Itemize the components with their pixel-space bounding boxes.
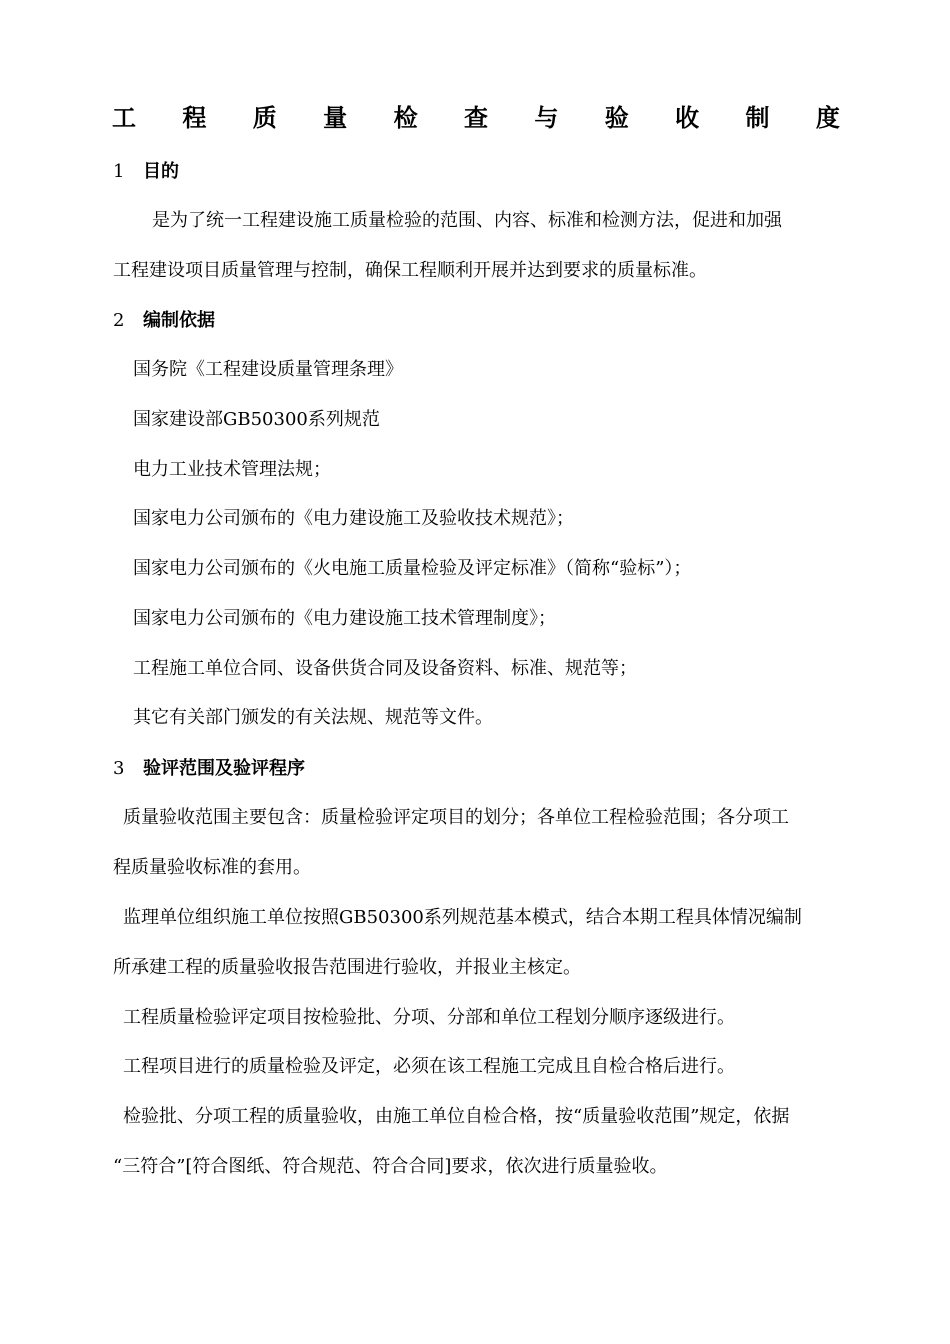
list-item: 国家电力公司颁布的《电力建设施工及验收技术规范》； xyxy=(133,508,574,529)
paragraph-line: 工程建设项目质量管理与控制，确保工程顺利开展并达到要求的质量标准。 xyxy=(113,260,707,281)
title-char: 收 xyxy=(675,103,700,132)
paragraph-line: 监理单位组织施工单位按照GB50300系列规范基本模式，结合本期工程具体情况编制 xyxy=(123,907,802,928)
section-title: 验评范围及验评程序 xyxy=(143,758,305,779)
section-number: 1 xyxy=(113,161,125,182)
paragraph-line: 程质量验收标准的套用。 xyxy=(113,857,311,878)
list-item: 国家电力公司颁布的《电力建设施工技术管理制度》； xyxy=(133,608,556,629)
section-number: 2 xyxy=(113,310,125,331)
section-heading-purpose xyxy=(113,159,179,185)
title-char: 量 xyxy=(323,103,348,132)
section-number: 3 xyxy=(113,758,125,779)
paragraph-line: 所承建工程的质量验收报告范围进行验收，并报业主核定。 xyxy=(113,957,581,978)
paragraph-line: 质量验收范围主要包含：质量检验评定项目的划分；各单位工程检验范围；各分项工 xyxy=(123,807,789,828)
list-item: 国家建设部GB50300系列规范 xyxy=(133,409,380,430)
title-char: 检 xyxy=(393,103,418,132)
paragraph-line: 工程质量检验评定项目按检验批、分项、分部和单位工程划分顺序逐级进行。 xyxy=(123,1007,735,1028)
section-title: 编制依据 xyxy=(143,310,215,331)
list-item: 国务院《工程建设质量管理条理》 xyxy=(133,359,403,380)
list-item: 国家电力公司颁布的《火电施工质量检验及评定标准》（简称“验标”）； xyxy=(133,558,692,579)
section-heading-scope xyxy=(113,756,305,782)
title-char: 质 xyxy=(252,103,277,132)
title-char: 验 xyxy=(604,103,629,132)
paragraph-line: 检验批、分项工程的质量验收，由施工单位自检合格，按“质量验收范围”规定，依据 xyxy=(123,1106,790,1127)
paragraph-line: 工程项目进行的质量检验及评定，必须在该工程施工完成且自检合格后进行。 xyxy=(123,1056,735,1077)
title-char: 与 xyxy=(534,103,559,132)
paragraph-line: “三符合”[符合图纸、符合规范、符合合同]要求，依次进行质量验收。 xyxy=(113,1156,668,1177)
list-item: 其它有关部门颁发的有关法规、规范等文件。 xyxy=(133,707,493,728)
title-char: 工 xyxy=(112,103,136,132)
list-item: 工程施工单位合同、设备供货合同及设备资料、标准、规范等； xyxy=(133,658,637,679)
document-title xyxy=(112,100,840,136)
list-item: 电力工业技术管理法规； xyxy=(133,459,331,480)
title-char: 程 xyxy=(182,103,207,132)
title-char: 度 xyxy=(815,103,840,132)
title-char: 制 xyxy=(745,103,770,132)
paragraph-line: 是为了统一工程建设施工质量检验的范围、内容、标准和检测方法，促进和加强 xyxy=(152,210,782,231)
section-title: 目的 xyxy=(143,161,179,182)
section-heading-basis xyxy=(113,308,215,334)
title-char: 查 xyxy=(463,103,488,132)
